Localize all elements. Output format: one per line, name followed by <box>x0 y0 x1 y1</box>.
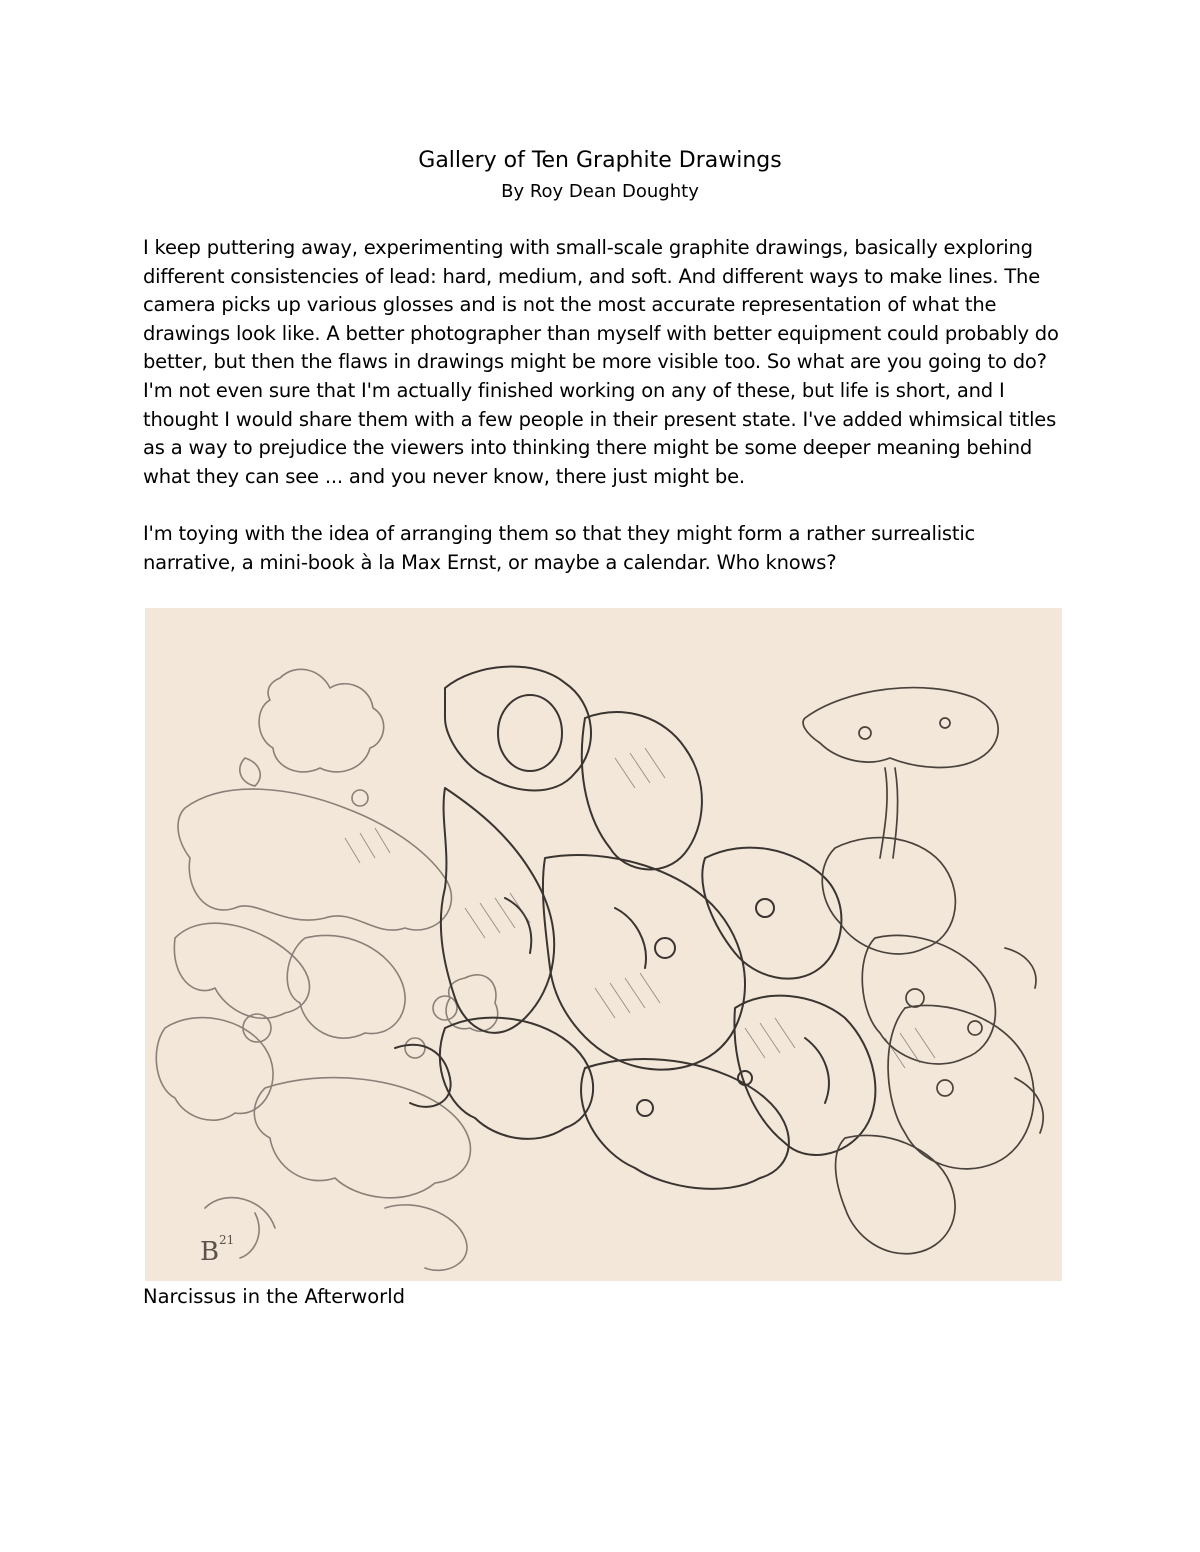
svg-text:21: 21 <box>219 1233 235 1247</box>
second-paragraph: I'm toying with the idea of arranging them so that they might form a rather surrealistic narrative, a mini-book à la Max Ernst, or maybe a calendar. Who knows? <box>143 522 976 574</box>
graphite-drawing-image <box>145 608 1062 1281</box>
document-title: Gallery of Ten Graphite Drawings <box>418 148 782 173</box>
drawing-illustration <box>145 608 1062 1281</box>
svg-text:B: B <box>200 1237 220 1267</box>
intro-paragraph: I keep puttering away, experimenting with small-scale graphite drawings, basically exploring different consistencies of lead: hard, medium, and soft. And different ways to make lines. The camera picks up various glosses and is not the most accurate representation of what the drawings look like. A better photographer than myself with better equipment could probably do better, but then the flaws in drawings might be more visible too. So what are you going to do? I'm not even sure that I'm actually finished working on any of these, but life is short, and I thought I would share them with a few people in their present state. I've added whimsical titles as a way to prejudice the viewers into thinking there might be some deeper meaning behind what they can see ... and you never know, there just might be. <box>143 236 1059 488</box>
artwork-caption: Narcissus in the Afterworld <box>143 1285 405 1308</box>
document-byline: By Roy Dean Doughty <box>501 181 699 202</box>
